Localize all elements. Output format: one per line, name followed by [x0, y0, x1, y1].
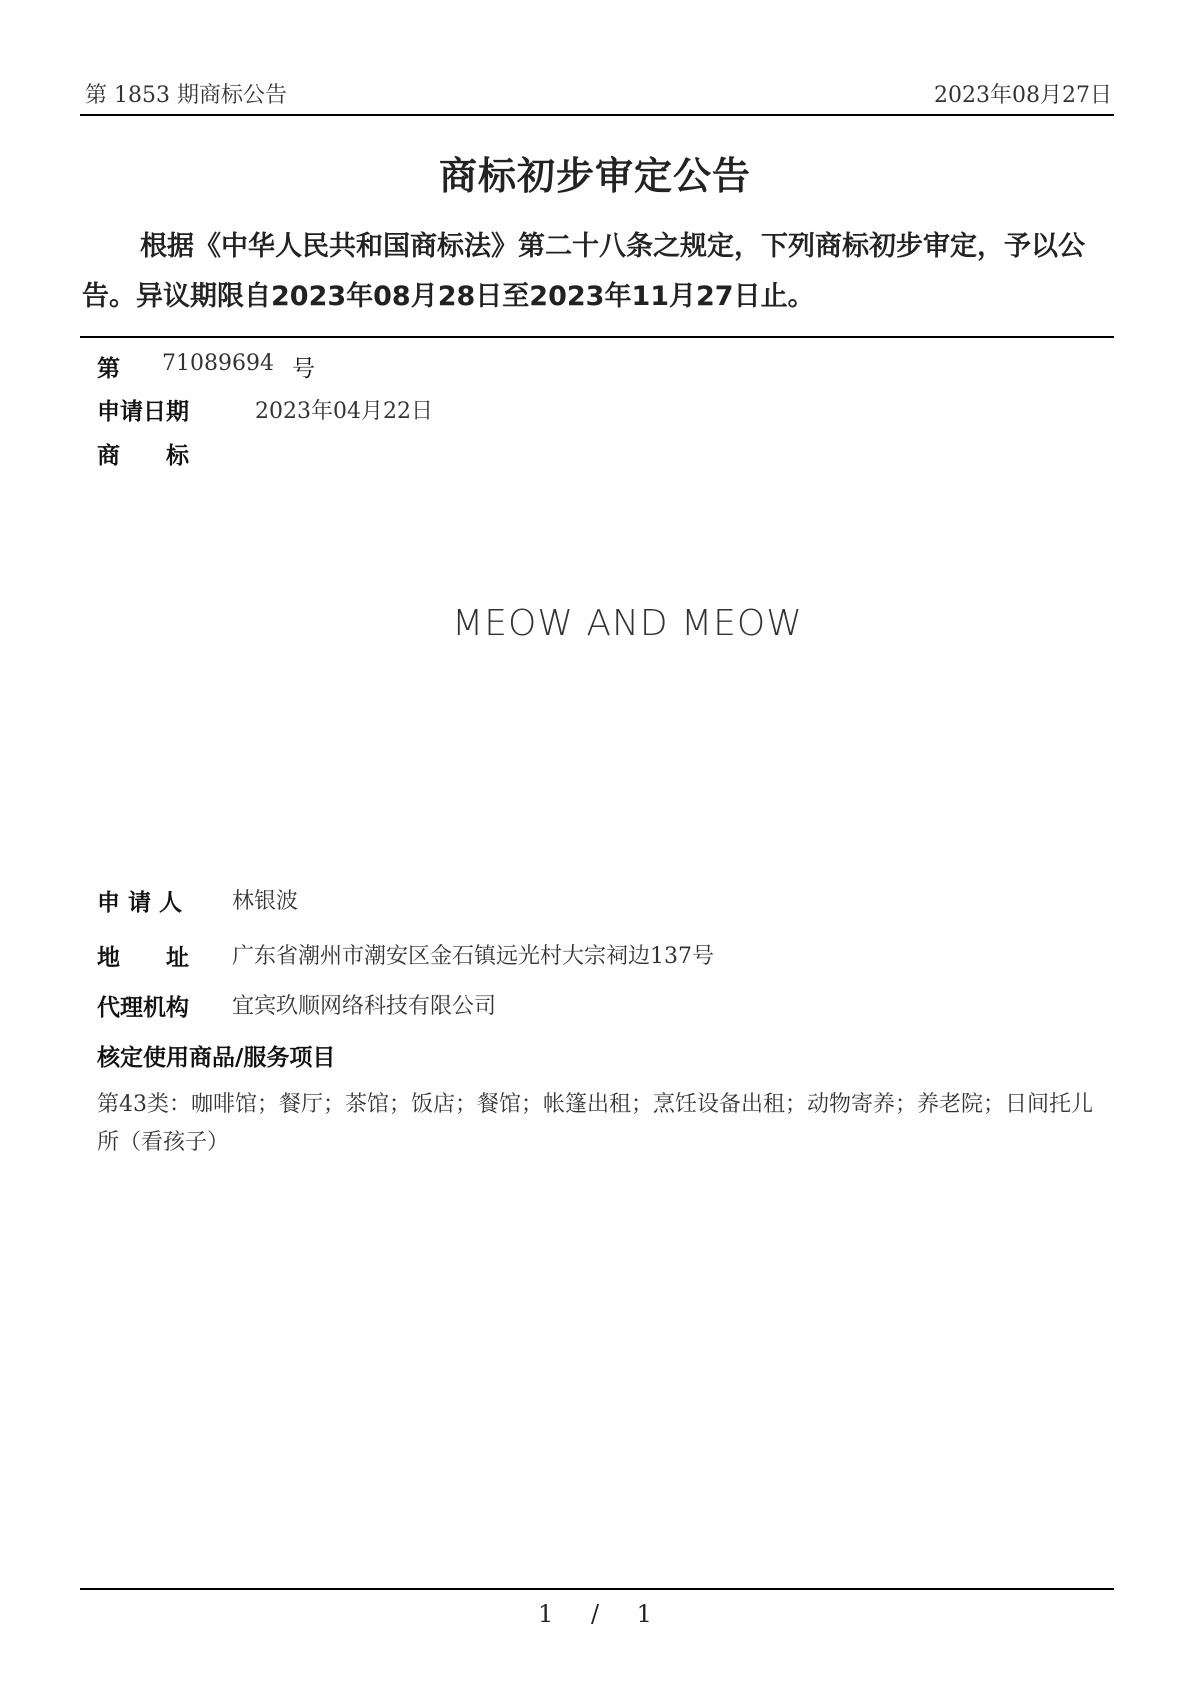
intro-paragraph: 根据《中华人民共和国商标法》第二十八条之规定，下列商标初步审定，予以公告。异议期限自2023年08月28日至2023年11月27日止。 — [82, 231, 1085, 312]
header-rule — [80, 114, 1114, 116]
application-date: 2023年04月22日 — [255, 399, 433, 424]
application-date-label: 申请日期 — [97, 399, 189, 425]
page-number: 1 / 1 — [538, 1600, 652, 1628]
address-value: 广东省潮州市潮安区金石镇远光村大宗祠边137号 — [232, 944, 714, 969]
goods-list: 第43类：咖啡馆；餐厅；茶馆；饭店；餐馆；帐篷出租；烹饪设备出租；动物寄养；养老院；日间托儿所（看孩子） — [97, 1092, 1093, 1155]
issue-date: 2023年08月27日 — [934, 83, 1112, 108]
footer-rule — [80, 1588, 1114, 1590]
trademark-logo: MEOW AND MEOW — [452, 603, 803, 644]
mark-label: 商 标 — [97, 443, 189, 469]
section-rule — [80, 336, 1114, 338]
number-prefix-label: 第 — [97, 356, 120, 382]
number-suffix-label: 号 — [292, 356, 315, 382]
applicant-name: 林银波 — [232, 889, 299, 914]
issue-number: 第 1853 期商标公告 — [85, 83, 287, 108]
agency-value: 宜宾玖顺网络科技有限公司 — [232, 994, 497, 1019]
agency-label: 代理机构 — [97, 995, 189, 1021]
page-title: 商标初步审定公告 — [438, 154, 751, 198]
address-label: 地 址 — [97, 945, 189, 971]
registration-number: 71089694 — [162, 351, 274, 376]
goods-label: 核定使用商品/服务项目 — [97, 1045, 336, 1071]
applicant-label: 申 请 人 — [97, 890, 183, 916]
